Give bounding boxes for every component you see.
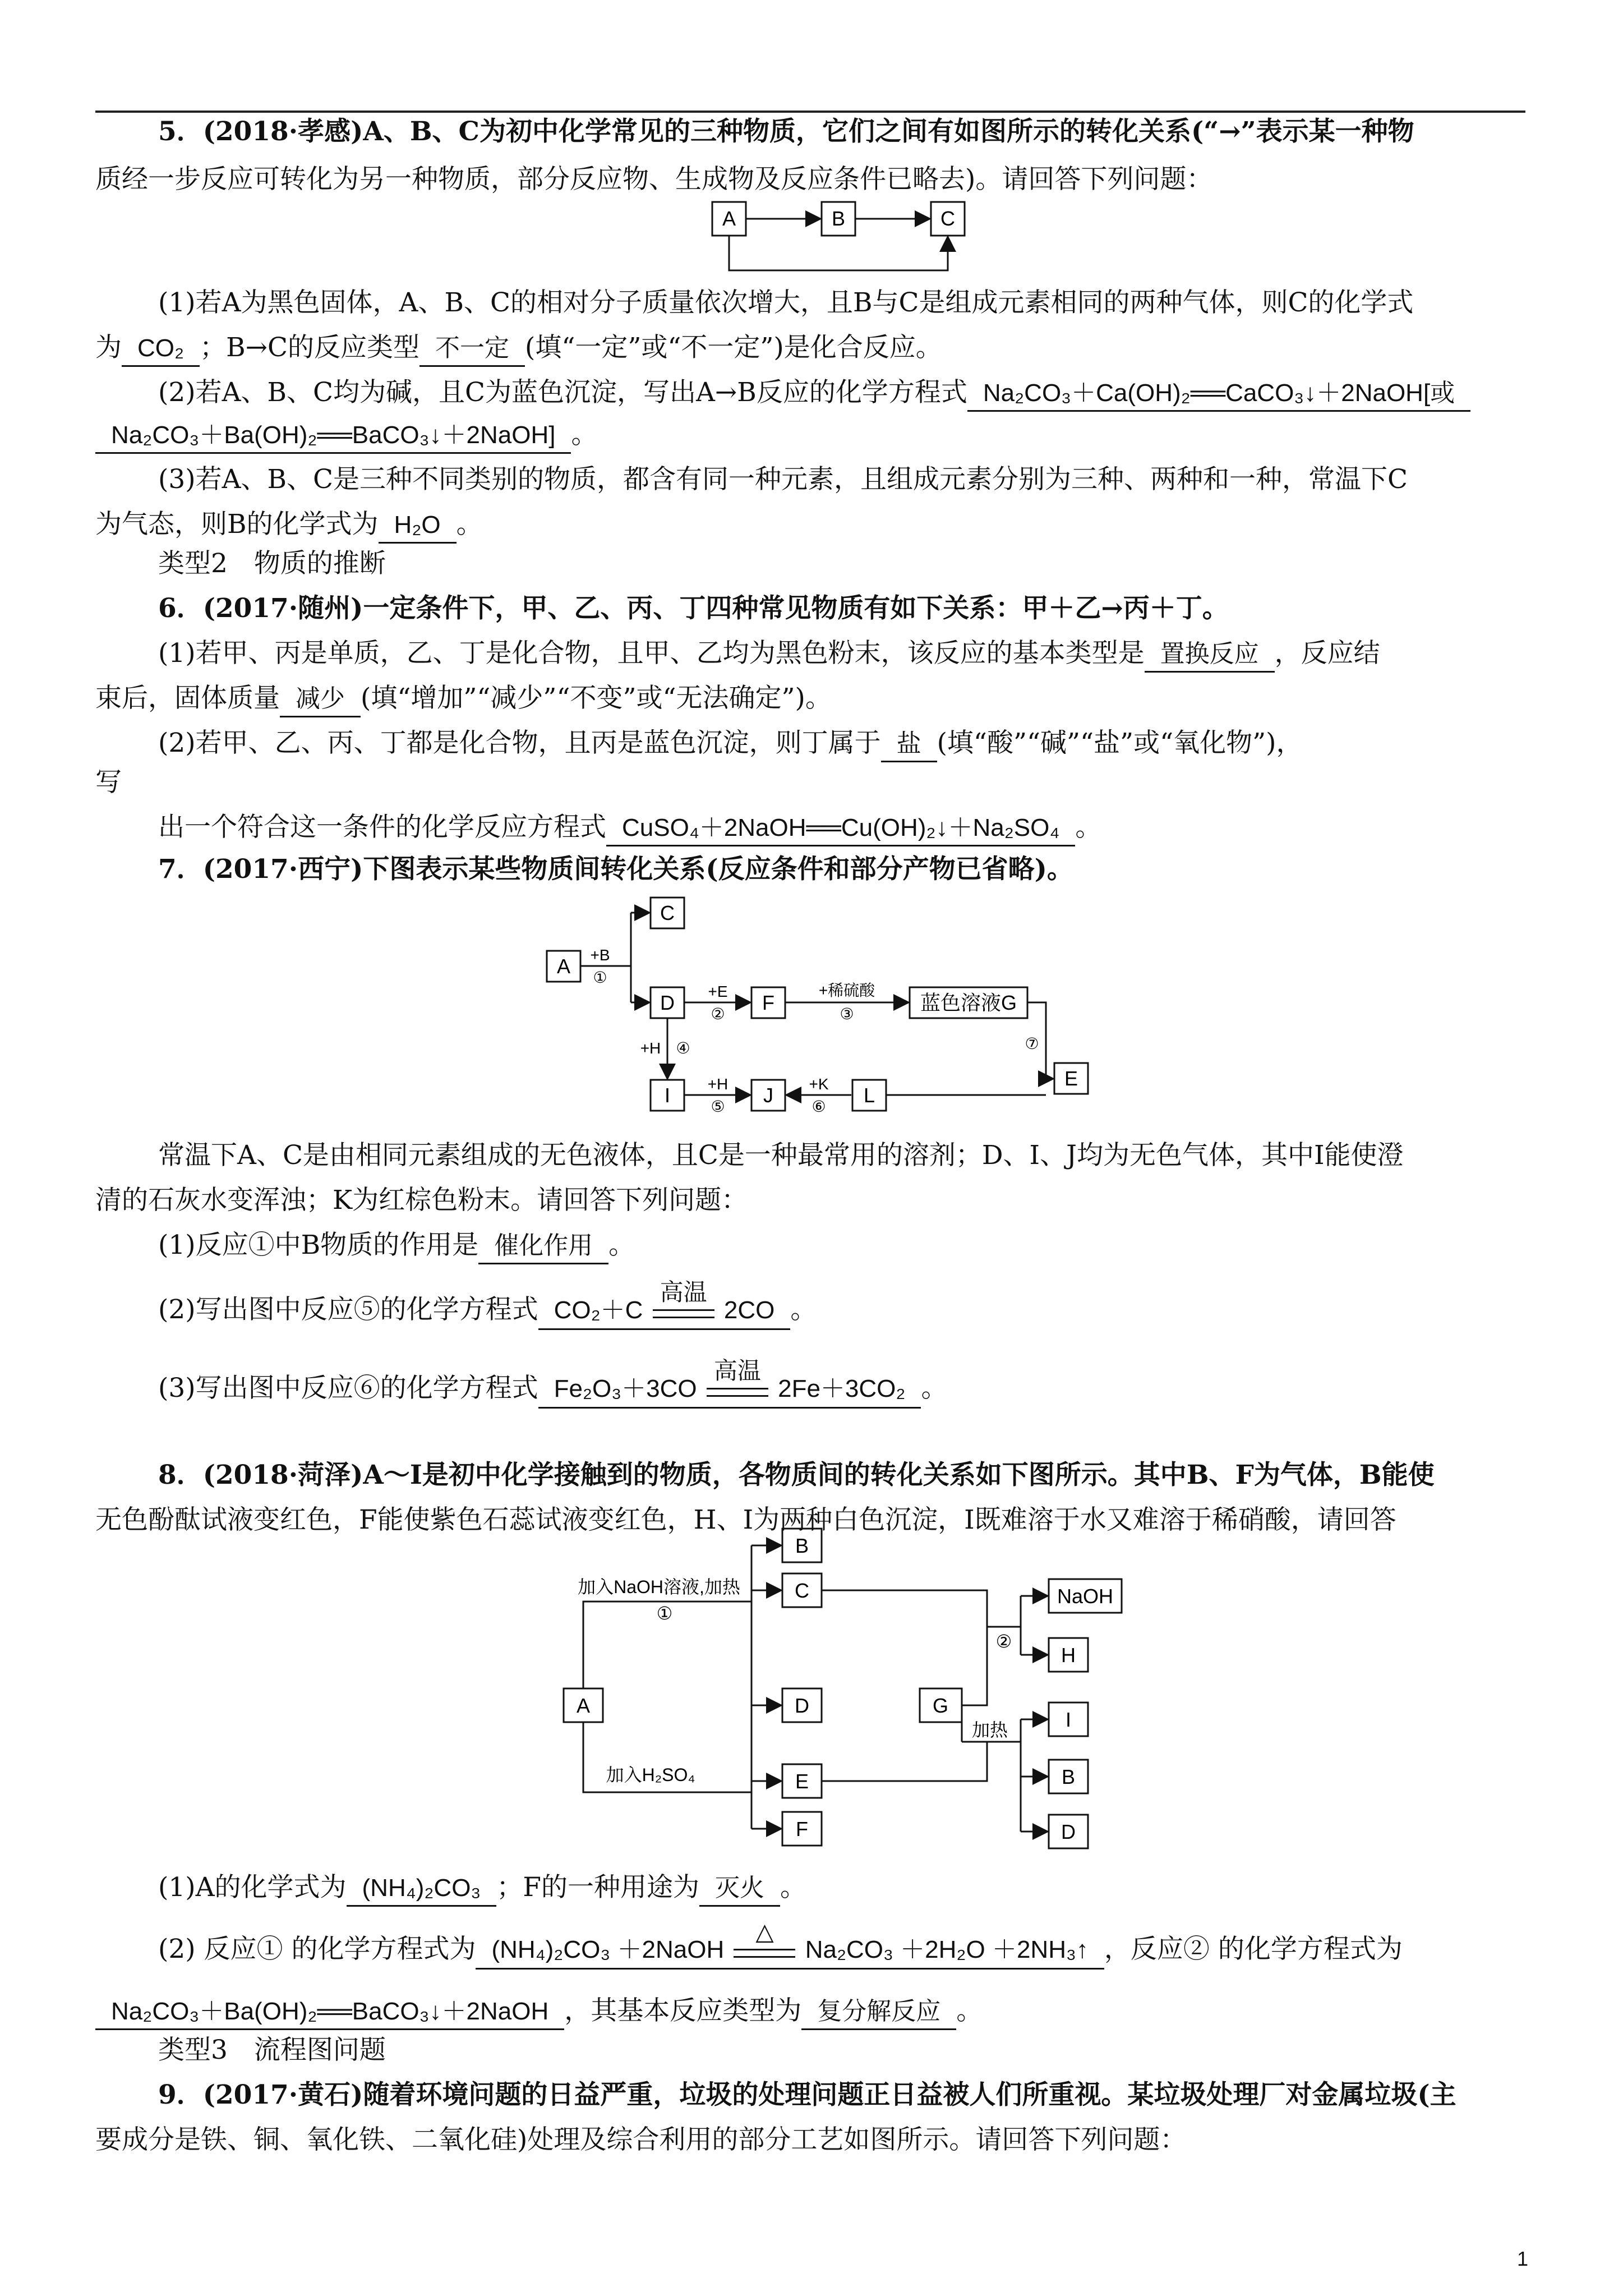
q8-part2-line1: (2) 反应① 的化学方程式为 (NH₄)₂CO₃ ＋2NaOH △ Na₂CO₃ ＋2H₂O ＋2NH₃↑ ，反应② 的化学方程式为 bbox=[158, 1932, 1594, 1970]
svg-text:②: ② bbox=[711, 1005, 725, 1023]
q8-part2-line2: Na₂CO₃＋Ba(OH)₂══BaCO₃↓＋2NaOH ，其基本反应类型为 复分解反应 。 bbox=[95, 1994, 1531, 2030]
svg-text:+H: +H bbox=[640, 1039, 661, 1057]
answer-blank: (NH₄)₂CO₃ ＋2NaOH △ Na₂CO₃ ＋2H₂O ＋2NH₃↑ bbox=[476, 1933, 1104, 1970]
q5-box-b: B bbox=[831, 207, 846, 230]
q5-part2-line2: Na₂CO₃＋Ba(OH)₂══BaCO₃↓＋2NaOH] 。 bbox=[95, 418, 1531, 454]
svg-text:加入NaOH溶液,加热: 加入NaOH溶液,加热 bbox=[578, 1577, 740, 1597]
svg-text:B: B bbox=[1061, 1765, 1076, 1788]
q9-intro-line2: 要成分是铁、铜、氧化铁、二氧化硅)处理及综合利用的部分工艺如图所示。请回答下列问题： bbox=[95, 2124, 1187, 2155]
svg-text:+E: +E bbox=[708, 983, 728, 1000]
q5-intro-line2: 质经一步反应可转化为另一种物质，部分反应物、生成物及反应条件已略去)。请回答下列问题： bbox=[95, 164, 1213, 195]
header-rule bbox=[95, 111, 1525, 113]
svg-text:J: J bbox=[763, 1084, 773, 1107]
svg-text:+B: +B bbox=[590, 946, 610, 964]
svg-text:E: E bbox=[795, 1770, 809, 1793]
q7-part2: (2)写出图中反应⑤的化学方程式 CO₂＋C 高温 2CO 。 bbox=[158, 1293, 1594, 1330]
q6-part2-line2: 写 bbox=[95, 767, 122, 798]
answer-blank: 不一定 bbox=[419, 332, 525, 367]
answer-blank: 灭火 bbox=[699, 1871, 780, 1907]
q6-part2-line1: (2)若甲、乙、丙、丁都是化合物，且丙是蓝色沉淀，则丁属于 盐 (填“酸”“碱”“盐”或“氧化物”)， bbox=[158, 726, 1594, 762]
svg-text:G: G bbox=[932, 1694, 949, 1717]
answer-blank: (NH₄)₂CO₃ bbox=[347, 1871, 497, 1907]
q5-part3-line1: (3)若A、B、C是三种不同类别的物质，都含有同一种元素，且组成元素分别为三种、两种和一种，常温下C bbox=[158, 464, 1408, 495]
answer-blank: 催化作用 bbox=[478, 1229, 608, 1264]
q8-intro-line2: 无色酚酞试液变红色，F能使紫色石蕊试液变红色，H、I为两种白色沉淀，I既难溶于水又难溶于稀硝酸，请回答 bbox=[95, 1504, 1396, 1535]
svg-text:E: E bbox=[1064, 1067, 1078, 1090]
q5-box-c: C bbox=[940, 207, 955, 230]
svg-text:⑥: ⑥ bbox=[811, 1098, 826, 1115]
answer-blank: Na₂CO₃＋Ba(OH)₂══BaCO₃↓＋2NaOH bbox=[95, 1995, 564, 2030]
svg-text:L: L bbox=[863, 1084, 875, 1107]
svg-text:④: ④ bbox=[676, 1039, 690, 1057]
svg-text:③: ③ bbox=[840, 1005, 854, 1023]
svg-text:D: D bbox=[1061, 1820, 1076, 1843]
reaction-condition: 高温 bbox=[650, 1295, 717, 1328]
answer-blank: 置换反应 bbox=[1145, 637, 1275, 673]
svg-text:加热: 加热 bbox=[971, 1720, 1008, 1740]
svg-text:C: C bbox=[660, 901, 675, 924]
svg-text:B: B bbox=[795, 1534, 809, 1557]
svg-text:F: F bbox=[762, 991, 774, 1014]
q5-part1-line1: (1)若A为黑色固体，A、B、C的相对分子质量依次增大，且B与C是组成元素相同的两种气体，则C的化学式 bbox=[158, 287, 1414, 318]
svg-text:②: ② bbox=[995, 1631, 1012, 1651]
q5-box-a: A bbox=[722, 207, 736, 230]
section-type3: 类型3 流程图问题 bbox=[158, 2035, 386, 2065]
svg-text:+H: +H bbox=[707, 1075, 728, 1093]
q6-part1-line2: 束后，固体质量 减少 (填“增加”“减少”“不变”或“无法确定”)。 bbox=[95, 682, 1531, 717]
q8-intro-line1: 8．(2018·菏泽)A～I是初中化学接触到的物质，各物质间的转化关系如下图所示。其中B、F为气体，B能使 bbox=[158, 1460, 1435, 1490]
q7-desc-line1: 常温下A、C是由相同元素组成的无色液体，且C是一种最常用的溶剂；D、I、J均为无色气体，其中I能使澄 bbox=[158, 1140, 1404, 1171]
reaction-condition: 高温 bbox=[704, 1373, 771, 1407]
answer-blank: H₂O bbox=[379, 508, 457, 544]
q5-intro-line1: 5．(2018·孝感)A、B、C为初中化学常见的三种物质，它们之间有如图所示的转化关系(“→”表示某一种物 bbox=[158, 116, 1414, 147]
svg-text:D: D bbox=[660, 991, 675, 1014]
answer-blank: Fe₂O₃＋3CO 高温 2Fe＋3CO₂ bbox=[538, 1372, 921, 1409]
svg-text:⑦: ⑦ bbox=[1025, 1035, 1039, 1052]
q6-part1-line1: (1)若甲、丙是单质，乙、丁是化合物，且甲、乙均为黑色粉末，该反应的基本类型是 置换反应 ，反应结 bbox=[158, 637, 1594, 673]
reaction-condition: △ bbox=[731, 1934, 798, 1968]
svg-text:C: C bbox=[795, 1579, 809, 1602]
answer-blank: Na₂CO₃＋Ca(OH)₂══CaCO₃↓＋2NaOH[或 bbox=[967, 376, 1470, 412]
svg-text:①: ① bbox=[593, 969, 607, 986]
q6-intro: 6．(2017·随州)一定条件下，甲、乙、丙、丁四种常见物质有如下关系：甲＋乙→丙＋丁。 bbox=[158, 593, 1229, 624]
svg-text:A: A bbox=[576, 1694, 591, 1717]
svg-text:⑤: ⑤ bbox=[711, 1098, 725, 1115]
svg-text:NaOH: NaOH bbox=[1057, 1585, 1114, 1608]
q5-part1-line2: 为 CO₂ ；B→C的反应类型 不一定 (填“一定”或“不一定”)是化合反应。 bbox=[95, 331, 1531, 367]
q8-diagram bbox=[544, 1517, 1161, 1865]
section-type2: 类型2 物质的推断 bbox=[158, 548, 386, 579]
svg-text:H: H bbox=[1061, 1644, 1076, 1667]
q5-part3-line2: 为气态，则B的化学式为 H₂O 。 bbox=[95, 508, 1531, 544]
svg-text:+K: +K bbox=[809, 1075, 829, 1093]
answer-blank: CuSO₄＋2NaOH══Cu(OH)₂↓＋Na₂SO₄ bbox=[606, 811, 1075, 846]
svg-text:F: F bbox=[796, 1818, 808, 1841]
svg-text:D: D bbox=[795, 1694, 809, 1717]
q6-part2-line3: 出一个符合这一条件的化学反应方程式 CuSO₄＋2NaOH══Cu(OH)₂↓＋Na₂SO₄ 。 bbox=[158, 811, 1594, 846]
svg-text:I: I bbox=[1065, 1708, 1072, 1731]
q7-intro: 7．(2017·西宁)下图表示某些物质间转化关系(反应条件和部分产物已省略)。 bbox=[158, 854, 1073, 885]
answer-blank: 减少 bbox=[280, 682, 361, 717]
svg-text:A: A bbox=[556, 955, 571, 978]
svg-text:I: I bbox=[664, 1084, 671, 1107]
svg-text:①: ① bbox=[656, 1603, 673, 1623]
answer-blank: 复分解反应 bbox=[801, 1995, 956, 2030]
q9-intro-line1: 9．(2017·黄石)随着环境问题的日益严重，垃圾的处理问题正日益被人们所重视。某垃圾处理厂对金属垃圾(主 bbox=[158, 2079, 1456, 2110]
q7-part1: (1)反应①中B物质的作用是 催化作用 。 bbox=[158, 1228, 1594, 1264]
q8-part1: (1)A的化学式为 (NH₄)₂CO₃ ；F的一种用途为 灭火 。 bbox=[158, 1871, 1594, 1907]
answer-blank: Na₂CO₃＋Ba(OH)₂══BaCO₃↓＋2NaOH] bbox=[95, 418, 571, 454]
svg-text:加入H₂SO₄: 加入H₂SO₄ bbox=[606, 1765, 695, 1785]
svg-text:+稀硫酸: +稀硫酸 bbox=[818, 982, 875, 999]
answer-blank: 盐 bbox=[881, 727, 937, 762]
answer-blank: CO₂ bbox=[122, 332, 200, 367]
q5-diagram bbox=[701, 196, 993, 280]
q7-diagram bbox=[538, 886, 1166, 1228]
q7-part3: (3)写出图中反应⑥的化学方程式 Fe₂O₃＋3CO 高温 2Fe＋3CO₂ 。 bbox=[158, 1372, 1594, 1409]
page-number: 1 bbox=[1517, 2247, 1529, 2270]
svg-text:蓝色溶液G: 蓝色溶液G bbox=[920, 991, 1017, 1014]
q5-part2-line1: (2)若A、B、C均为碱，且C为蓝色沉淀，写出A→B反应的化学方程式 Na₂CO₃＋Ca(OH)₂══CaCO₃↓＋2NaOH[或 bbox=[158, 376, 1594, 412]
answer-blank: CO₂＋C 高温 2CO bbox=[538, 1294, 791, 1330]
q7-desc-line2: 清的石灰水变浑浊；K为红棕色粉末。请回答下列问题： bbox=[95, 1185, 748, 1216]
